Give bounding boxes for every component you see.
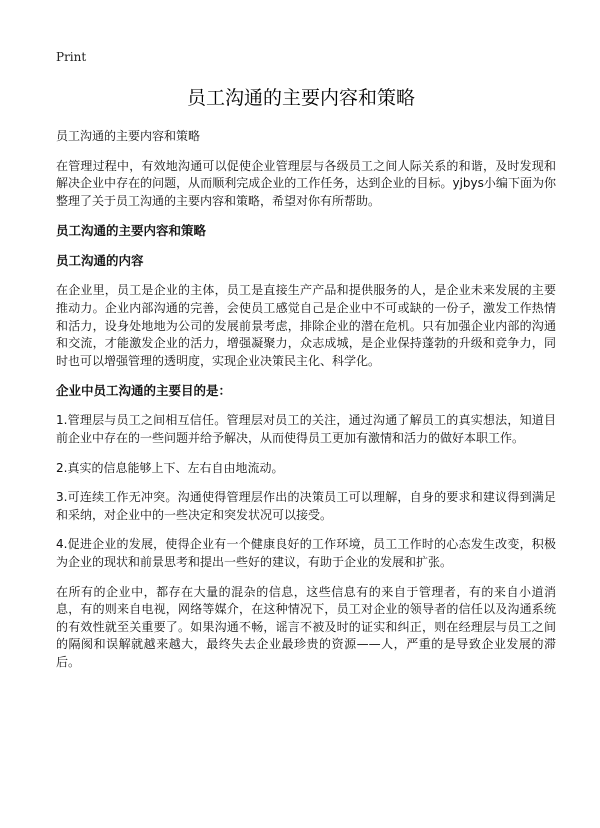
purpose-item-3: 3.可连续工作无冲突。沟通使得管理层作出的决策员工可以理解，自身的要求和建议得到满足和采纳，对企业中的一些决定和突发状况可以接受。 [56,490,556,522]
purpose-item-2: 2.真实的信息能够上下、左右自由地流动。 [56,460,284,475]
purpose-heading: 企业中员工沟通的主要目的是： [56,383,232,399]
article-subtitle: 员工沟通的主要内容和策略 [56,129,201,143]
intro-paragraph: 在管理过程中，有效地沟通可以促使企业管理层与各级员工之间人际关系的和谐，及时发现和解决企业中存在的问题，从而顺利完成企业的工作任务，达到企业的目标。yjbys小编下面为你整理了关于员工沟通的主要内容和策略，希望对你有所帮助。 [56,158,556,208]
closing-paragraph: 在所有的企业中，都存在大量的混杂的信息，这些信息有的来自于管理者，有的来自小道消息，有的则来自电视，网络等媒介，在这种情况下，员工对企业的领导者的信任以及沟通系统的有效性就至关重要了。如果沟通不畅，谣言不被及时的证实和纠正，则在经理层与员工之间的隔阂和误解就越来越大，最终失去企业最珍贵的资源——人，严重的是导致企业发展的滞后。 [56,584,556,669]
content-heading: 员工沟通的内容 [56,253,144,269]
page-title: 员工沟通的主要内容和策略 [186,87,415,109]
print-link[interactable]: Print [56,50,87,64]
content-paragraph: 在企业里，员工是企业的主体，员工是直接生产产品和提供服务的人，是企业未来发展的主要推动力。企业内部沟通的完善，会使员工感觉自己是企业中不可或缺的一份子，激发工作热情和活力，设身处地地为公司的发展前景考虑，排除企业的潜在危机。只有加强企业内部的沟通和交流，才能激发企业的活力，增强凝聚力，众志成城，是企业保持蓬勃的升级和竞争力，同时也可以增强管理的透明度，实现企业决策民主化、科学化。 [56,283,556,368]
purpose-item-1: 1.管理层与员工之间相互信任。管理层对员工的关注，通过沟通了解员工的真实想法，知道目前企业中存在的一些问题并给予解决，从而使得员工更加有激情和活力的做好本职工作。 [56,413,556,445]
purpose-item-4: 4.促进企业的发展，使得企业有一个健康良好的工作环境，员工工作时的心态发生改变，积极为企业的现状和前景思考和提出一些好的建议，有助于企业的发展和扩张。 [56,537,556,569]
section-heading: 员工沟通的主要内容和策略 [56,223,207,239]
